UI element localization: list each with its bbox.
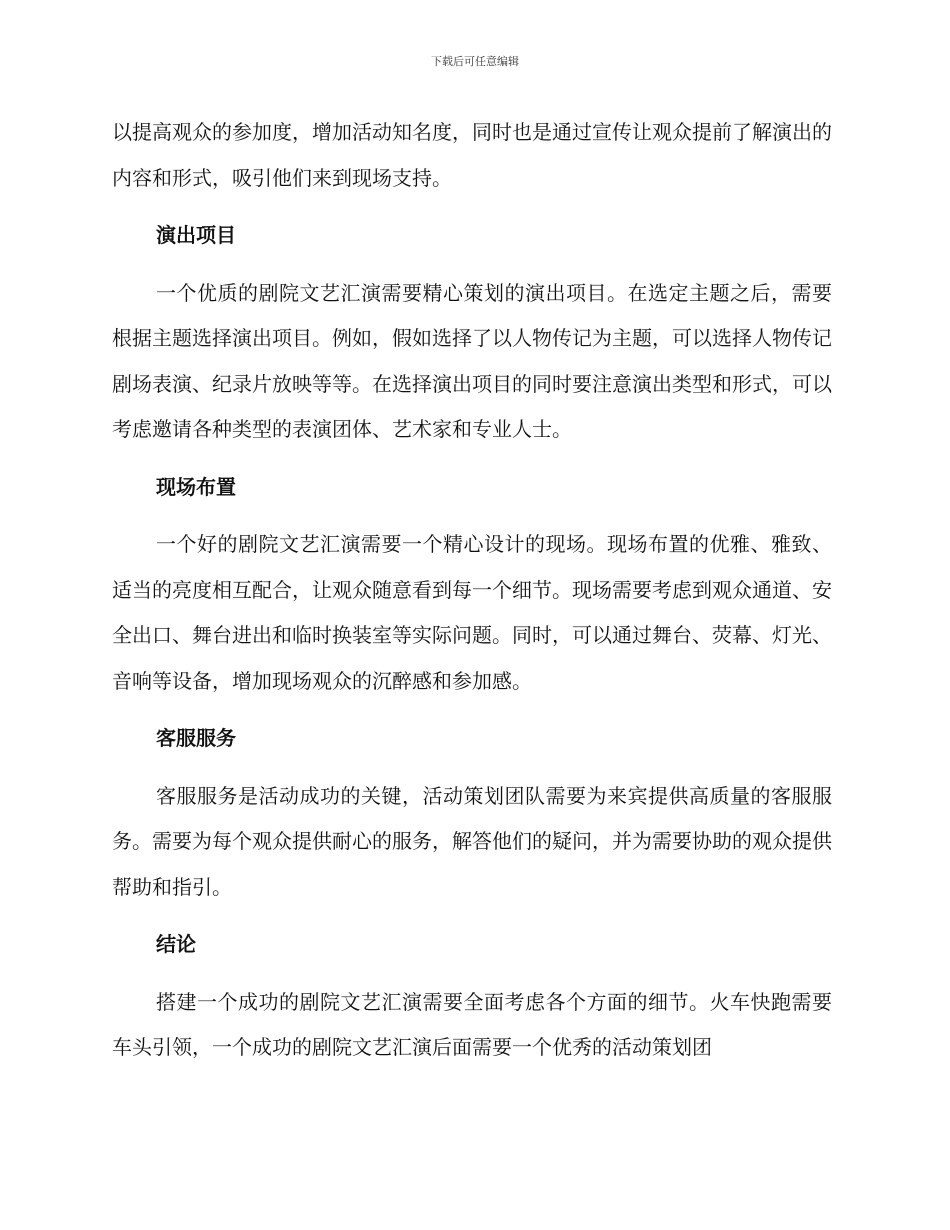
page-header-note: 下载后可任意编辑 xyxy=(431,55,519,68)
section-heading-venue: 现场布置 xyxy=(156,474,236,499)
section-heading-program: 演出项目 xyxy=(156,223,236,247)
section-body-program: 一个优质的剧院文艺汇演需要精心策划的演出项目。在选定主题之后，需要根据主题选择演出项目。例如，假如选择了以人物传记为主题，可以选择人物传记剧场表演、纪录片放映等等。在选择演出项目的同时要注意演出类型和形式，可以考虑邀请各种类型的表演团体、艺术家和专业人士。 xyxy=(112,280,832,441)
intro-paragraph: 以提高观众的参加度，增加活动知名度，同时也是通过宣传让观众提前了解演出的内容和形式，吸引他们来到现场支持。 xyxy=(112,120,832,190)
section-body-venue: 一个好的剧院文艺汇演需要一个精心设计的现场。现场布置的优雅、雅致、适当的亮度相互配合，让观众随意看到每一个细节。现场需要考虑到观众通道、安全出口、舞台进出和临时换装室等实际问题。同时，可以通过舞台、荧幕、灯光、音响等设备，增加现场观众的沉醉感和参加感。 xyxy=(112,532,832,693)
section-heading-conclusion: 结论 xyxy=(156,932,196,956)
section-body-conclusion: 搭建一个成功的剧院文艺汇演需要全面考虑各个方面的细节。火车快跑需要车头引领，一个成功的剧院文艺汇演后面需要一个优秀的活动策划团 xyxy=(112,989,832,1059)
section-heading-service: 客服服务 xyxy=(156,726,236,750)
document-body xyxy=(112,110,832,1071)
section-body-service: 客服服务是活动成功的关键，活动策划团队需要为来宾提供高质量的客服服务。需要为每个观众提供耐心的服务，解答他们的疑问，并为需要协助的观众提供帮助和指引。 xyxy=(112,783,832,899)
